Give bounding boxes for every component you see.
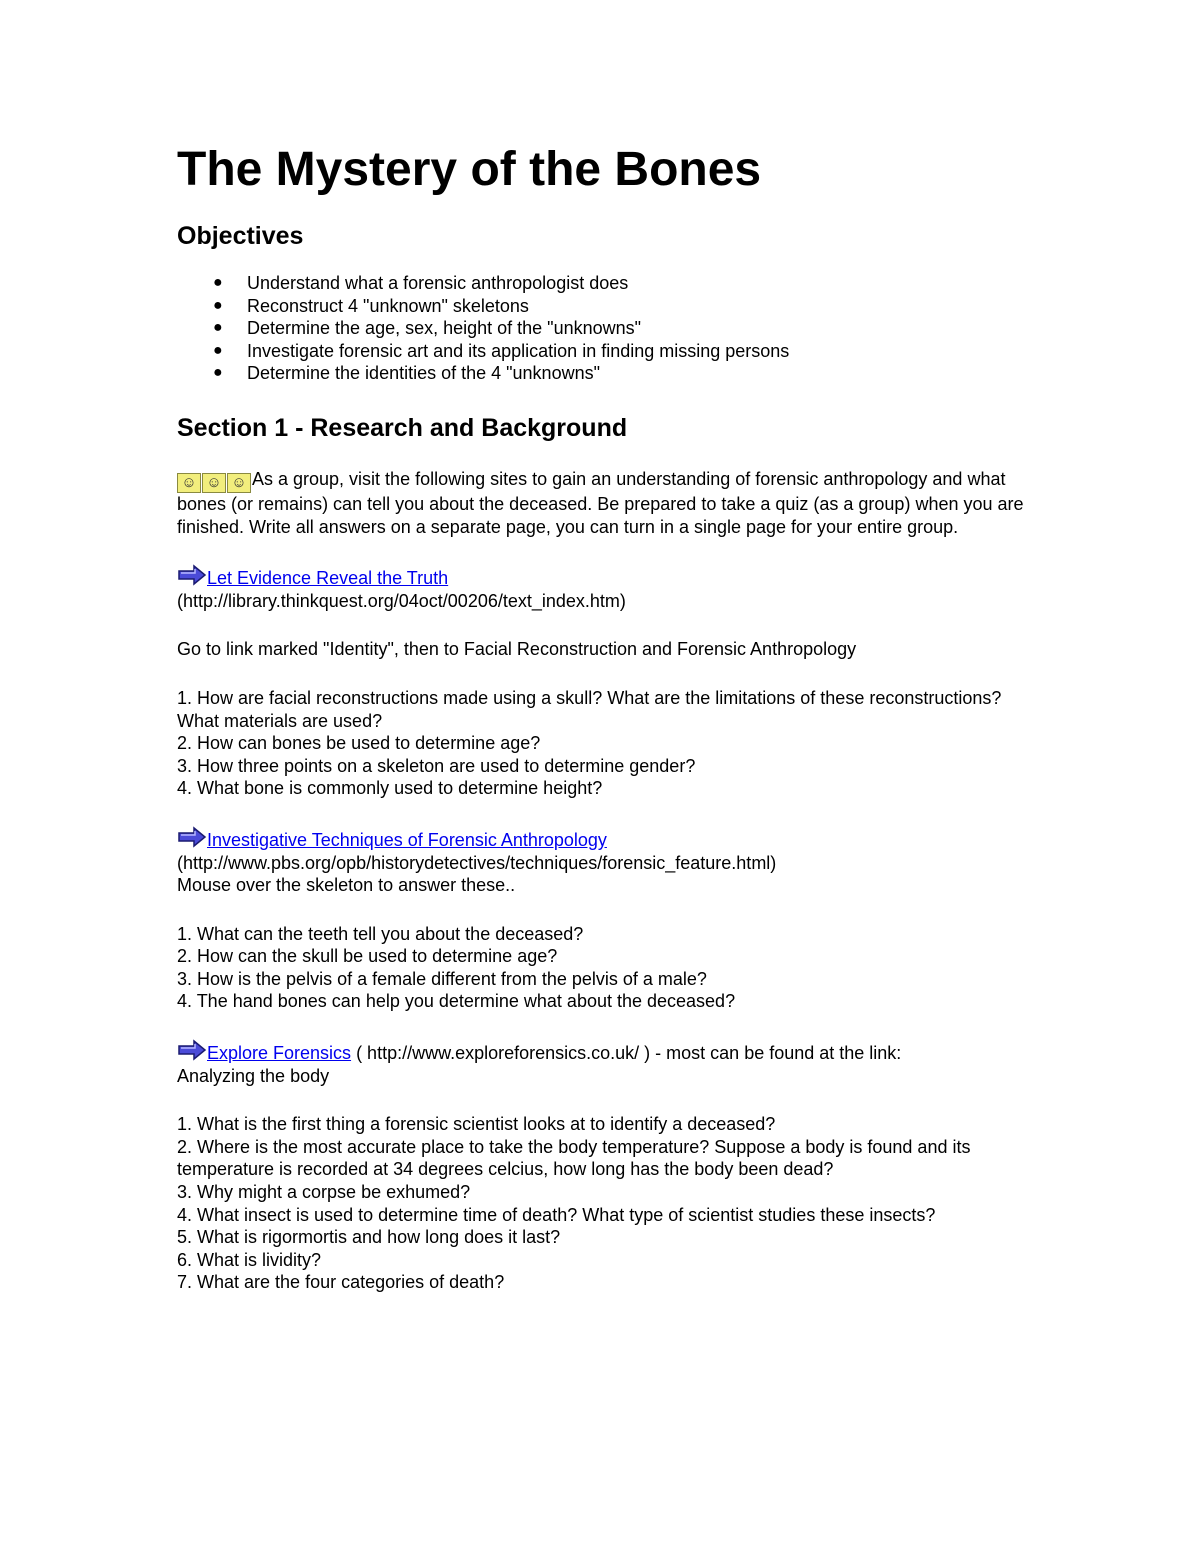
site-link[interactable]: Investigative Techniques of Forensic Anthropology (207, 829, 607, 850)
arrow-right-icon (177, 564, 207, 586)
site-note: Mouse over the skeleton to answer these.. (177, 875, 516, 896)
question: 1. How are facial reconstructions made using a skull? What are the limitations of these reconstructions? What materials are used? (177, 687, 1002, 731)
site-instruction: Go to link marked "Identity", then to Facial Reconstruction and Forensic Anthropology (177, 639, 857, 660)
section-heading: Section 1 - Research and Background (177, 413, 628, 442)
bullet-icon: ● (213, 319, 223, 337)
site-block (177, 564, 1037, 800)
question: 3. Why might a corpse be exhumed? (177, 1182, 471, 1203)
list-item: ● Understand what a forensic anthropologist does (213, 273, 629, 293)
list-item: ● Investigate forensic art and its application in finding missing persons (213, 340, 790, 361)
list-item: ● Reconstruct 4 "unknown" skeletons (213, 295, 529, 316)
question: 5. What is rigormortis and how long does it last? (177, 1227, 561, 1248)
list-item: ● Determine the age, sex, height of the "unknowns" (213, 318, 642, 339)
bullet-icon: ● (213, 296, 223, 314)
arrow-right-icon (177, 826, 207, 848)
site-url: (http://library.thinkquest.org/04oct/00206/text_index.htm) (177, 590, 626, 611)
question: 3. How three points on a skeleton are used to determine gender? (177, 755, 696, 776)
question: 6. What is lividity? (177, 1249, 322, 1270)
question: 4. The hand bones can help you determine what about the deceased? (177, 991, 736, 1012)
site-note: Analyzing the body (177, 1065, 330, 1086)
person-icon: ☺ (177, 473, 201, 493)
question: 3. How is the pelvis of a female different from the pelvis of a male? (177, 968, 707, 989)
bullet-icon: ● (213, 364, 223, 382)
question: 2. How can bones be used to determine age? (177, 733, 541, 754)
question-list (177, 687, 1037, 800)
site-link[interactable]: Explore Forensics (207, 1043, 352, 1064)
group-activity-icons (177, 470, 252, 493)
question: 1. What is the first thing a forensic scientist looks at to identify a deceased? (177, 1114, 776, 1135)
site-block: Explore Forensics ( http://www.exploreforensics.co.uk/ ) - most can be found at the link: Analyzing the body 1. What is the first thing a forensic scientist looks at to identify a deceased? 2. Where is the most accurate place to take the body temperature? Suppose a body is found and its temperature is recorded at 34 degrees celcius, how long has the body been dead? 3. Why might a corpse be exhumed? 4. What insect is used to determine time of death? What type of scientist studies these insects? 5. What is rigormortis and how long does it last? 6. What is lividity? 7. What are the four categories of death? (177, 1039, 1037, 1294)
question: 1. What can the teeth tell you about the deceased? (177, 923, 584, 944)
document-page (177, 140, 1037, 1294)
page-title: The Mystery of the Bones (177, 143, 762, 196)
bullet-icon: ● (213, 274, 223, 291)
bullet-icon: ● (213, 341, 223, 359)
person-icon: ☺ (202, 473, 226, 493)
question: 4. What insect is used to determine time of death? What type of scientist studies these insects? (177, 1204, 936, 1225)
arrow-right-icon (177, 1039, 207, 1061)
list-item: ● Determine the identities of the 4 "unknowns" (213, 363, 600, 384)
question: 7. What are the four categories of death? (177, 1272, 505, 1293)
question: 4. What bone is commonly used to determine height? (177, 778, 603, 799)
site-url: (http://www.pbs.org/opb/historydetectives/techniques/forensic_feature.html) (177, 852, 777, 873)
objectives-list (177, 272, 1037, 385)
site-block (177, 826, 1037, 1013)
question-list (177, 1113, 1037, 1294)
person-icon: ☺ (227, 473, 251, 493)
question: 2. How can the skull be used to determine age? (177, 946, 558, 967)
question-list (177, 923, 1037, 1013)
question: 2. Where is the most accurate place to take the body temperature? Suppose a body is found and its temperature is recorded at 34 degrees celcius, how long has the body been dead? (177, 1136, 971, 1180)
objectives-heading: Objectives (177, 222, 304, 250)
intro-paragraph: ☺ ☺ ☺ As a group, visit the following sites to gain an understanding of forensic anthropology and what bones (or remains) can tell you about the deceased. Be prepared to take a quiz (as a group) when you are finished. Write all answers on a separate page, you can turn in a single page for your entire group. (177, 468, 1024, 537)
site-link[interactable]: Let Evidence Reveal the Truth (207, 568, 449, 589)
